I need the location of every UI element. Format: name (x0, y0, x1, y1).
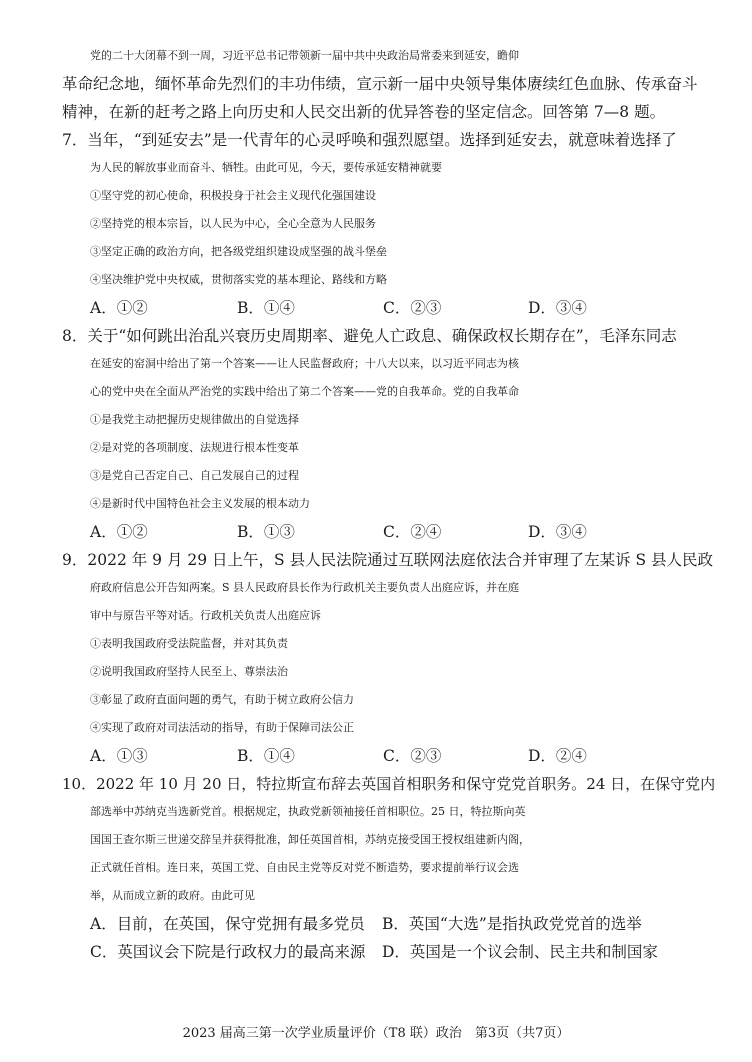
q7-choice-c[interactable]: C．②③ (383, 299, 442, 317)
intro-line-3: 精神，在新的赶考之路上向历史和人民交出新的优异答卷的坚定信念。回答第 7—8 题。 (62, 103, 666, 121)
intro-line-2: 革命纪念地，缅怀革命先烈们的丰功伟绩，宣示新一届中央领导集体赓续红色血脉、传承奋斗 (62, 75, 698, 93)
q9-stem-line-1: 9．2022 年 9 月 29 日上午，S 县人民法院通过互联网法庭依法合并审理了左某诉 S 县人民政 (62, 551, 714, 569)
q9-choice-c[interactable]: C．②③ (383, 747, 442, 765)
q10-choice-c[interactable]: C．英国议会下院是行政权力的最高来源 (90, 943, 366, 961)
q7-option-3: ③坚定正确的政治方向，把各级党组织建设成坚强的战斗堡垒 (90, 245, 387, 258)
q10-stem-line-5: 举，从而成立新的政府。由此可见 (90, 889, 255, 902)
q8-stem-line-3: 心的党中央在全面从严治党的实践中给出了第二个答案——党的自我革命。党的自我革命 (90, 385, 519, 398)
q8-option-4: ④是新时代中国特色社会主义发展的根本动力 (90, 497, 310, 510)
q10-stem-line-1: 10．2022 年 10 月 20 日，特拉斯宣布辞去英国首相职务和保守党党首职务。24 日，在保守党内 (62, 775, 716, 793)
q7-option-4: ④坚决维护党中央权威，贯彻落实党的基本理论、路线和方略 (90, 273, 387, 286)
q8-choice-a[interactable]: A．①② (90, 523, 148, 541)
q8-option-3: ③是党自己否定自己、自己发展自己的过程 (90, 469, 299, 482)
q7-choice-d[interactable]: D．③④ (528, 299, 587, 317)
q7-stem-line-2: 为人民的解放事业而奋斗、牺牲。由此可见，今天，要传承延安精神就要 (90, 161, 442, 174)
q9-choice-b[interactable]: B．①④ (237, 747, 295, 765)
q10-stem-line-3: 国国王查尔斯三世递交辞呈并获得批准，卸任英国首相，苏纳克接受国王授权组建新内阁， (90, 833, 530, 846)
q9-stem-line-2: 府政府信息公开告知两案。S 县人民政府县长作为行政机关主要负责人出庭应诉，并在庭 (90, 581, 520, 594)
q9-option-3: ③彰显了政府直面问题的勇气，有助于树立政府公信力 (90, 693, 354, 706)
q7-option-1: ①坚守党的初心使命，积极投身于社会主义现代化强国建设 (90, 189, 376, 202)
q9-stem-line-3: 审中与原告平等对话。行政机关负责人出庭应诉 (90, 609, 321, 622)
q7-stem-line-1: 7．当年，“到延安去”是一代青年的心灵呼唤和强烈愿望。选择到延安去，就意味着选择了 (62, 131, 677, 149)
q7-choice-a[interactable]: A．①② (90, 299, 148, 317)
q8-stem-line-1: 8．关于“如何跳出治乱兴衰历史周期率、避免人亡政息、确保政权长期存在”，毛泽东同志 (62, 327, 677, 345)
q8-choice-d[interactable]: D．③④ (528, 523, 587, 541)
q10-choice-a[interactable]: A．目前，在英国，保守党拥有最多党员 (90, 915, 365, 933)
q9-choice-a[interactable]: A．①③ (90, 747, 148, 765)
page-footer: 2023 届高三第一次学业质量评价（T8 联）政治 第3页（共7页） (182, 1026, 570, 1041)
q10-choice-d[interactable]: D．英国是一个议会制、民主共和制国家 (382, 943, 658, 961)
q7-option-2: ②坚持党的根本宗旨，以人民为中心，全心全意为人民服务 (90, 217, 376, 230)
q8-stem-line-2: 在延安的窑洞中给出了第一个答案——让人民监督政府；十八大以来，以习近平同志为核 (90, 357, 519, 370)
intro-line-1: 党的二十大闭幕不到一周，习近平总书记带领新一届中共中央政治局常委来到延安，瞻仰 (90, 49, 519, 62)
q8-option-1: ①是我党主动把握历史规律做出的自觉选择 (90, 413, 299, 426)
q10-choice-b[interactable]: B．英国“大选”是指执政党党首的选举 (382, 915, 642, 933)
q8-option-2: ②是对党的各项制度、法规进行根本性变革 (90, 441, 299, 454)
q8-choice-b[interactable]: B．①③ (237, 523, 295, 541)
q9-choice-d[interactable]: D．②④ (528, 747, 587, 765)
q9-option-1: ①表明我国政府受法院监督，并对其负责 (90, 637, 288, 650)
q10-stem-line-4: 正式就任首相。连日来，英国工党、自由民主党等反对党不断造势，要求提前举行议会选 (90, 861, 519, 874)
q9-option-4: ④实现了政府对司法活动的指导，有助于保障司法公正 (90, 721, 354, 734)
q9-option-2: ②说明我国政府坚持人民至上、尊崇法治 (90, 665, 288, 678)
q10-stem-line-2: 部选举中苏纳克当选新党首。根据规定，执政党新领袖接任首相职位。25 日，特拉斯向英 (90, 805, 526, 818)
q7-choice-b[interactable]: B．①④ (237, 299, 295, 317)
q8-choice-c[interactable]: C．②④ (383, 523, 442, 541)
